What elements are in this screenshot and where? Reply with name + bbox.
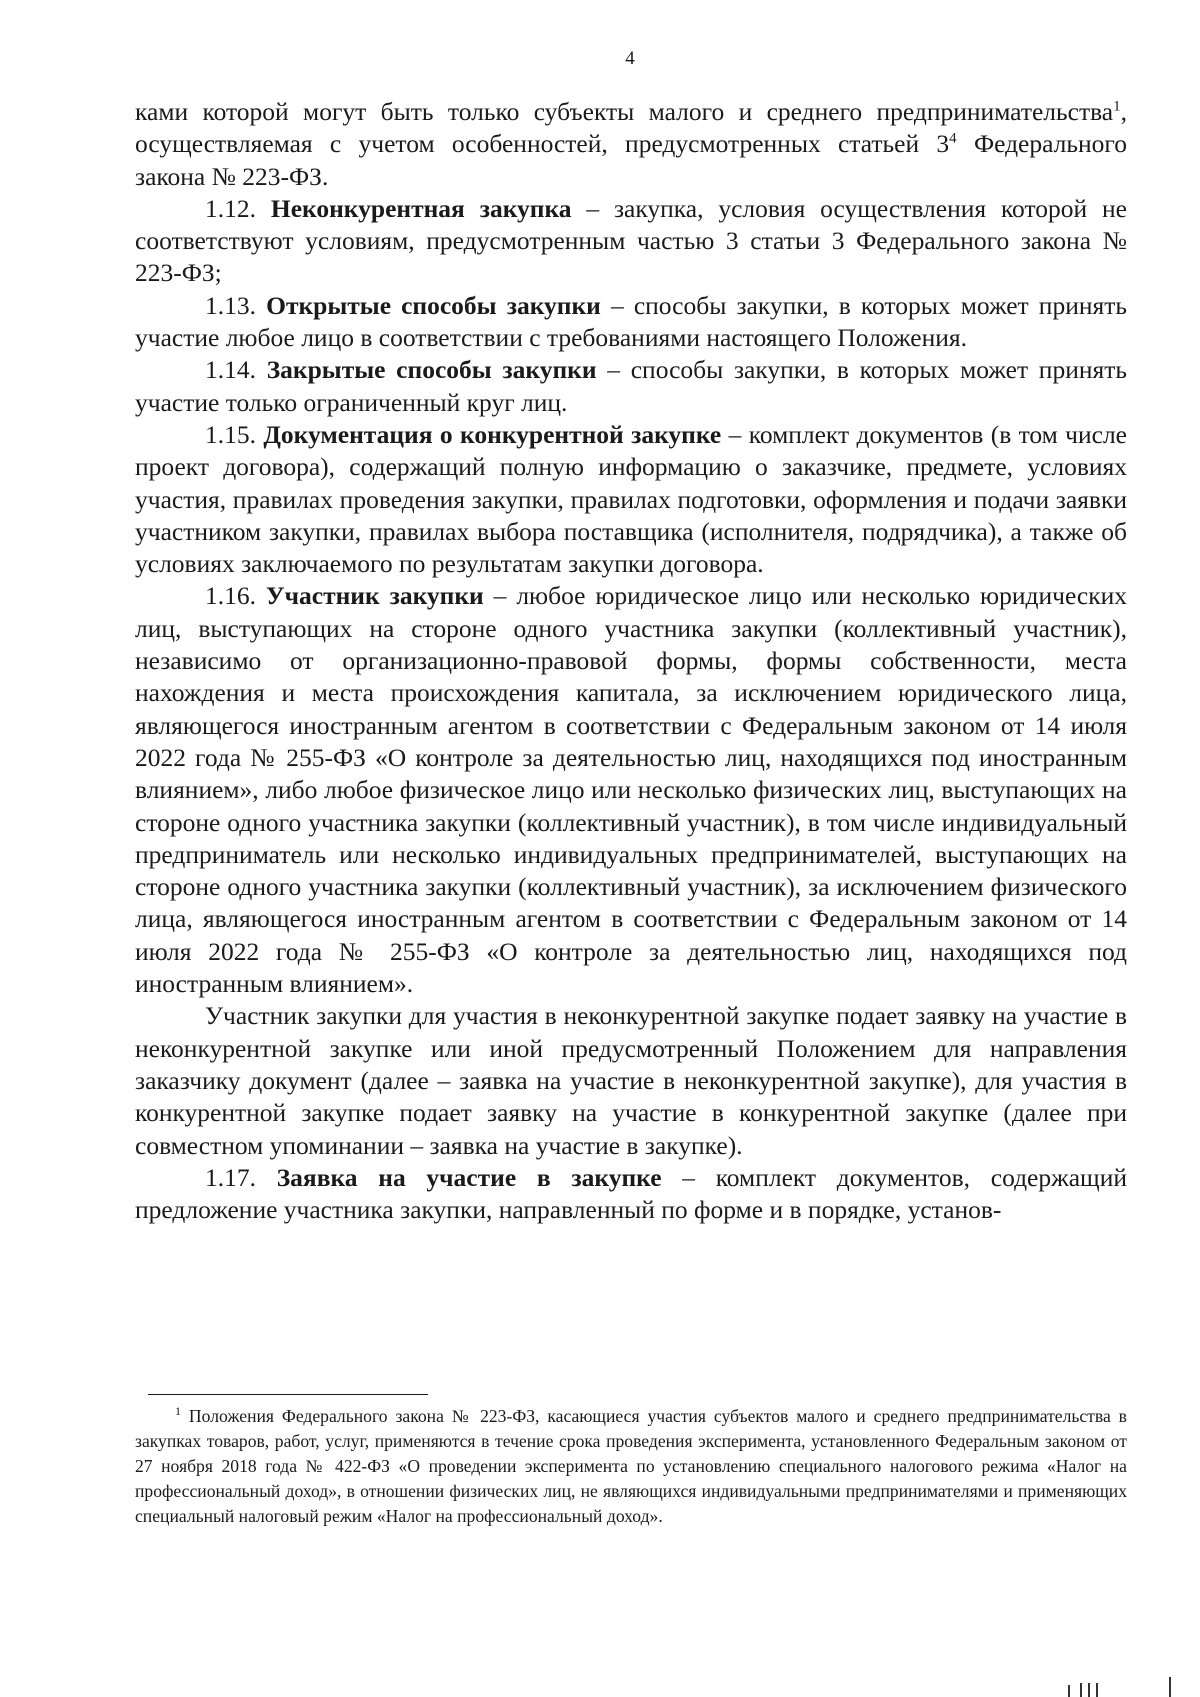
paragraph (135, 1162, 1127, 1227)
paragraph (135, 96, 1127, 193)
defined-term: Заявка на участие в закупке (276, 1162, 662, 1192)
defined-term: Закрытые способы закупки (266, 355, 597, 385)
paragraph (135, 193, 1127, 290)
paragraph-text: – любое юридическое лицо или несколько юридических лиц, выступающих на стороне одного участника закупки (коллективный участник), независимо от организационно-правовой формы, формы собственности, места нахождения и места происхождения капитала, за исключением юридического лица, являющегося иностранным агентом в соответствии с Федеральным законом от 14 июля 2022 года № 255-ФЗ «О контроле за деятельностью лиц, находящихся под иностранным влиянием», либо любое физическое лицо или несколько физических лиц, выступающих на стороне одного участника закупки (коллективный участник), в том числе индивидуальный предприниматель или несколько индивидуальных предпринимателей, выступающих на стороне одного участника закупки (коллективный участник), за исключением физического лица, являющегося иностранным агентом в соответствии с Федеральным законом от 14 июля 2022 года № 255-ФЗ «О контроле за деятельностью лиц, находящихся под иностранным влиянием». (135, 581, 1128, 999)
paragraph-text: Федерального закона № 223-ФЗ. (135, 129, 1127, 191)
paragraph-text: 1.17. (205, 1162, 277, 1192)
paragraph (135, 1000, 1127, 1161)
footnote (135, 1404, 1127, 1529)
scan-edge-marks (1066, 1676, 1176, 1697)
paragraph-text: 1.13. (205, 290, 267, 320)
page-number: 4 (625, 48, 635, 69)
paragraph (135, 580, 1127, 1000)
defined-term: Участник закупки (265, 581, 484, 611)
paragraph-text: – способы закупки, в которых может принять участие любое лицо в соответствии с требованиями настоящего Положения. (135, 290, 1127, 353)
paragraph-text: – комплект документов, содержащий предложение участника закупки, направленный по форме и в порядке, установ- (135, 1162, 1127, 1225)
paragraph (135, 354, 1127, 419)
paragraph-text: ками которой могут быть только субъекты малого и среднего предпринимательства (135, 97, 1114, 126)
footnote-reference: 1 (1113, 98, 1121, 115)
footnote-text: Положения Федерального закона № 223-ФЗ, касающиеся участия субъектов малого и среднего предпринимательства в закупках товаров, работ, услуг, применяются в течение срока проведения эксперимента, установленного Федеральным законом от 27 ноября 2018 года № 422-ФЗ «О проведении эксперимента по установлению специального налогового режима «Налог на профессиональный доход», в отношении физических лиц, не являющихся индивидуальными предпринимателями и применяющих специальный налоговый режим «Налог на профессиональный доход». (135, 1406, 1127, 1526)
defined-term: Открытые способы закупки (266, 290, 601, 320)
footnote-marker: 1 (175, 1404, 181, 1419)
document-body (135, 96, 1127, 1226)
paragraph-text: 1.16. (205, 581, 266, 611)
paragraph-text: 1.12. (205, 193, 271, 223)
paragraph (135, 290, 1127, 355)
footnote-reference: 4 (949, 130, 957, 147)
paragraph-text: – закупка, условия осуществления которой не соответствуют условиям, предусмотренным частью 3 статьи 3 Федерального закона № 223-ФЗ; (135, 193, 1127, 288)
paragraph-text: – способы закупки, в которых может принять участие только ограниченный круг лиц. (135, 355, 1127, 417)
paragraph-text: 1.14. (205, 355, 267, 385)
paragraph-text: Участник закупки для участия в неконкурентной закупке подает заявку на участие в неконкурентной закупке или иной предусмотренный Положением для направления заказчику документ (далее – заявка на участие в неконкурентной закупке), для участия в конкурентной закупке подает заявку на участие в конкурентной закупке (далее при совместном упоминании – заявка на участие в закупке). (135, 1001, 1127, 1160)
paragraph-text: 1.15. (205, 419, 264, 449)
defined-term: Документация о конкурентной закупке (263, 419, 722, 449)
paragraph-text: – комплект документов (в том числе проект договора), содержащий полную информацию о заказчике, предмете, условиях участия, правилах проведения закупки, правилах подготовки, оформления и подачи заявки участником закупки, правилах выбора поставщика (исполнителя, подрядчика), а также об условиях заключаемого по результатам закупки договора. (135, 419, 1127, 579)
footnote-separator (148, 1394, 428, 1395)
paragraph-text: , осуществляемая с учетом особенностей, предусмотренных статьей 3 (135, 97, 1127, 159)
defined-term: Неконкурентная закупка (270, 193, 572, 223)
paragraph (135, 419, 1127, 580)
